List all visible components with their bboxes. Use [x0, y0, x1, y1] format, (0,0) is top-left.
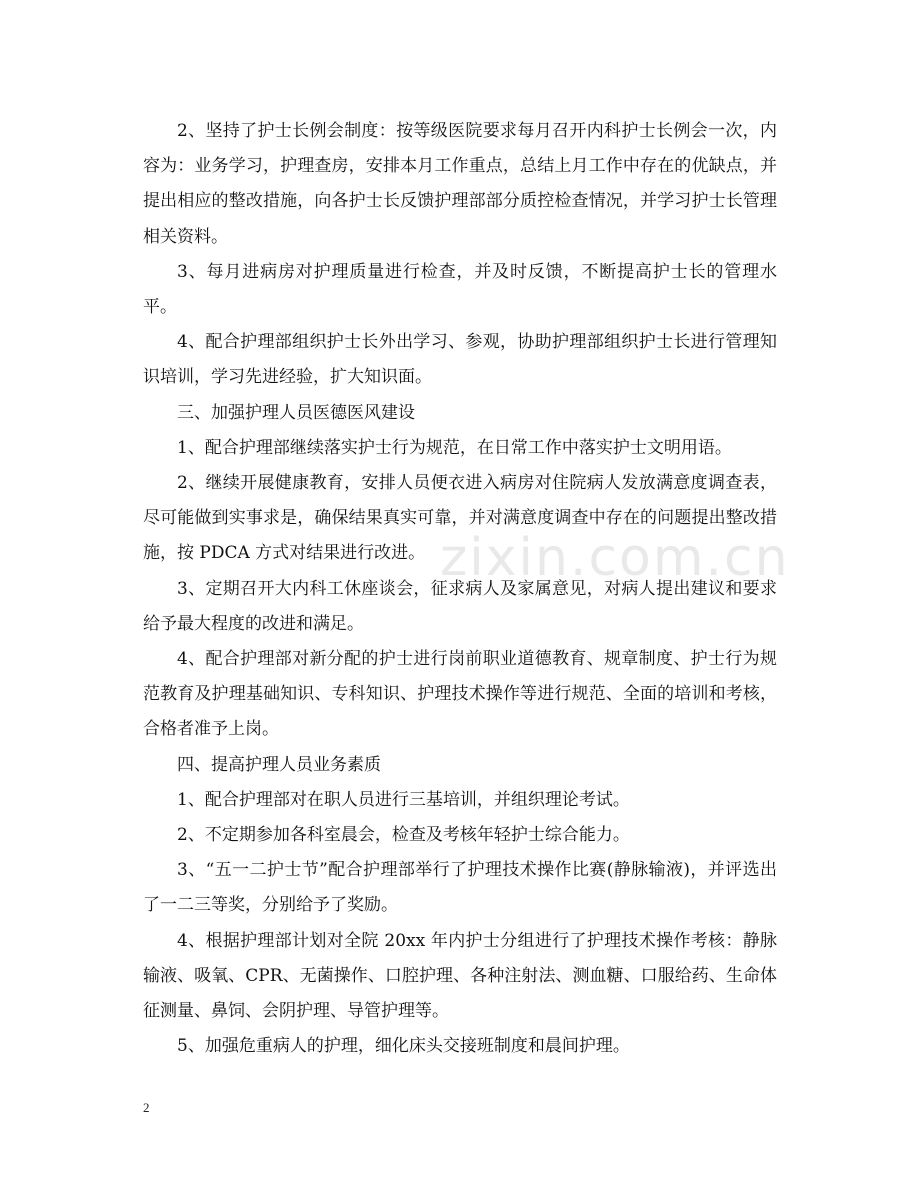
paragraph: 5、加强危重病人的护理，细化床头交接班制度和晨间护理。: [177, 1036, 630, 1057]
paragraph: 2、不定期参加各科室晨会，检查及考核年轻护士综合能力。: [177, 825, 630, 846]
page-number: 2: [143, 1100, 150, 1115]
section-heading: 三、加强护理人员医德医风建设: [177, 402, 415, 423]
paragraph: 2、坚持了护士长例会制度：按等级医院要求每月召开内科护士长例会一次，内容为：业务学习，护理查房，安排本月工作重点，总结上月工作中存在的优缺点，并提出相应的整改措施，向各护士长反馈护理部部分质控检查情况，并学习护士长管理相关资料。: [143, 121, 777, 247]
paragraph: 3、“五一二护士节”配合护理部举行了护理技术操作比赛(静脉输液)，并评选出了一二三等奖，分别给予了奖励。: [143, 860, 777, 916]
section-heading: 四、提高护理人员业务素质: [177, 754, 381, 775]
document-body: [143, 114, 777, 1064]
paragraph: 2、继续开展健康教育，安排人员便衣进入病房对住院病人发放满意度调查表，尽可能做到实事求是，确保结果真实可靠，并对满意度调查中存在的问题提出整改措施，按 PDCA 方式对结果进行改进。: [143, 473, 777, 564]
paragraph: 4、根据护理部计划对全院 20xx 年内护士分组进行了护理技术操作考核：静脉输液、吸氧、CPR、无菌操作、口腔护理、各种注射法、测血糖、口服给药、生命体征测量、鼻饲、会阴护理、导管护理等。: [143, 930, 777, 1022]
paragraph: 1、配合护理部继续落实护士行为规范，在日常工作中落实护士文明用语。: [177, 437, 732, 458]
paragraph: 3、每月进病房对护理质量进行检查，并及时反馈，不断提高护士长的管理水平。: [143, 261, 777, 318]
paragraph: 3、定期召开大内科工休座谈会，征求病人及家属意见，对病人提出建议和要求给予最大程度的改进和满足。: [143, 578, 777, 634]
paragraph: 4、配合护理部对新分配的护士进行岗前职业道德教育、规章制度、护士行为规范教育及护理基础知识、专科知识、护理技术操作等进行规范、全面的培训和考核，合格者准予上岗。: [143, 649, 777, 740]
watermark: zixin.com.cn: [440, 528, 790, 588]
paragraph: 4、配合护理部组织护士长外出学习、参观，协助护理部组织护士长进行管理知识培训，学习先进经验，扩大知识面。: [143, 332, 777, 388]
paragraph: 1、配合护理部对在职人员进行三基培训，并组织理论考试。: [177, 789, 630, 810]
